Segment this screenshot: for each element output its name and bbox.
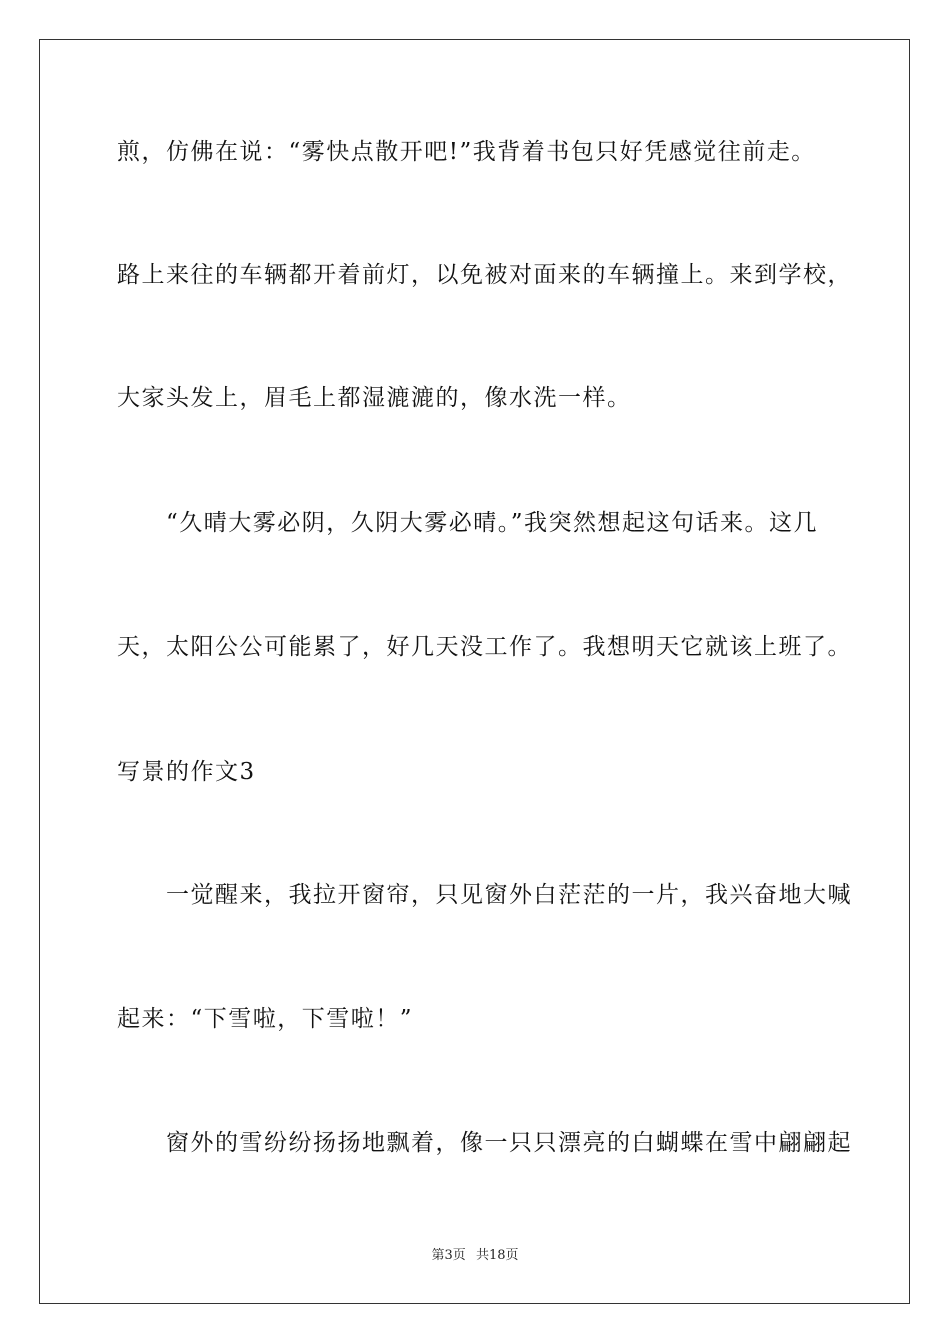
body-line-2: 路上来往的车辆都开着前灯，以免被对面来的车辆撞上。来到学校， <box>117 262 852 288</box>
page-number: 第3页 <box>431 1248 466 1263</box>
page-frame <box>39 39 910 1304</box>
body-line-1: 煎，仿佛在说：“雾快点散开吧!”我背着书包只好凭感觉往前走。 <box>117 139 816 165</box>
page-total: 共18页 <box>475 1248 519 1263</box>
section-heading: 写景的作文3 <box>117 759 256 785</box>
body-line-7: 起来：“下雪啦，下雪啦！” <box>117 1006 414 1032</box>
page-footer <box>0 1247 950 1265</box>
body-line-4: “久晴大雾必阴，久阴大雾必晴。”我突然想起这句话来。这几 <box>117 510 819 536</box>
body-line-8: 窗外的雪纷纷扬扬地飘着，像一只只漂亮的白蝴蝶在雪中翩翩起 <box>117 1130 852 1156</box>
body-line-3: 大家头发上，眉毛上都湿漉漉的，像水洗一样。 <box>117 385 632 411</box>
body-line-6: 一觉醒来，我拉开窗帘，只见窗外白茫茫的一片，我兴奋地大喊 <box>117 882 852 908</box>
body-line-5: 天，太阳公公可能累了，好几天没工作了。我想明天它就该上班了。 <box>117 634 852 660</box>
